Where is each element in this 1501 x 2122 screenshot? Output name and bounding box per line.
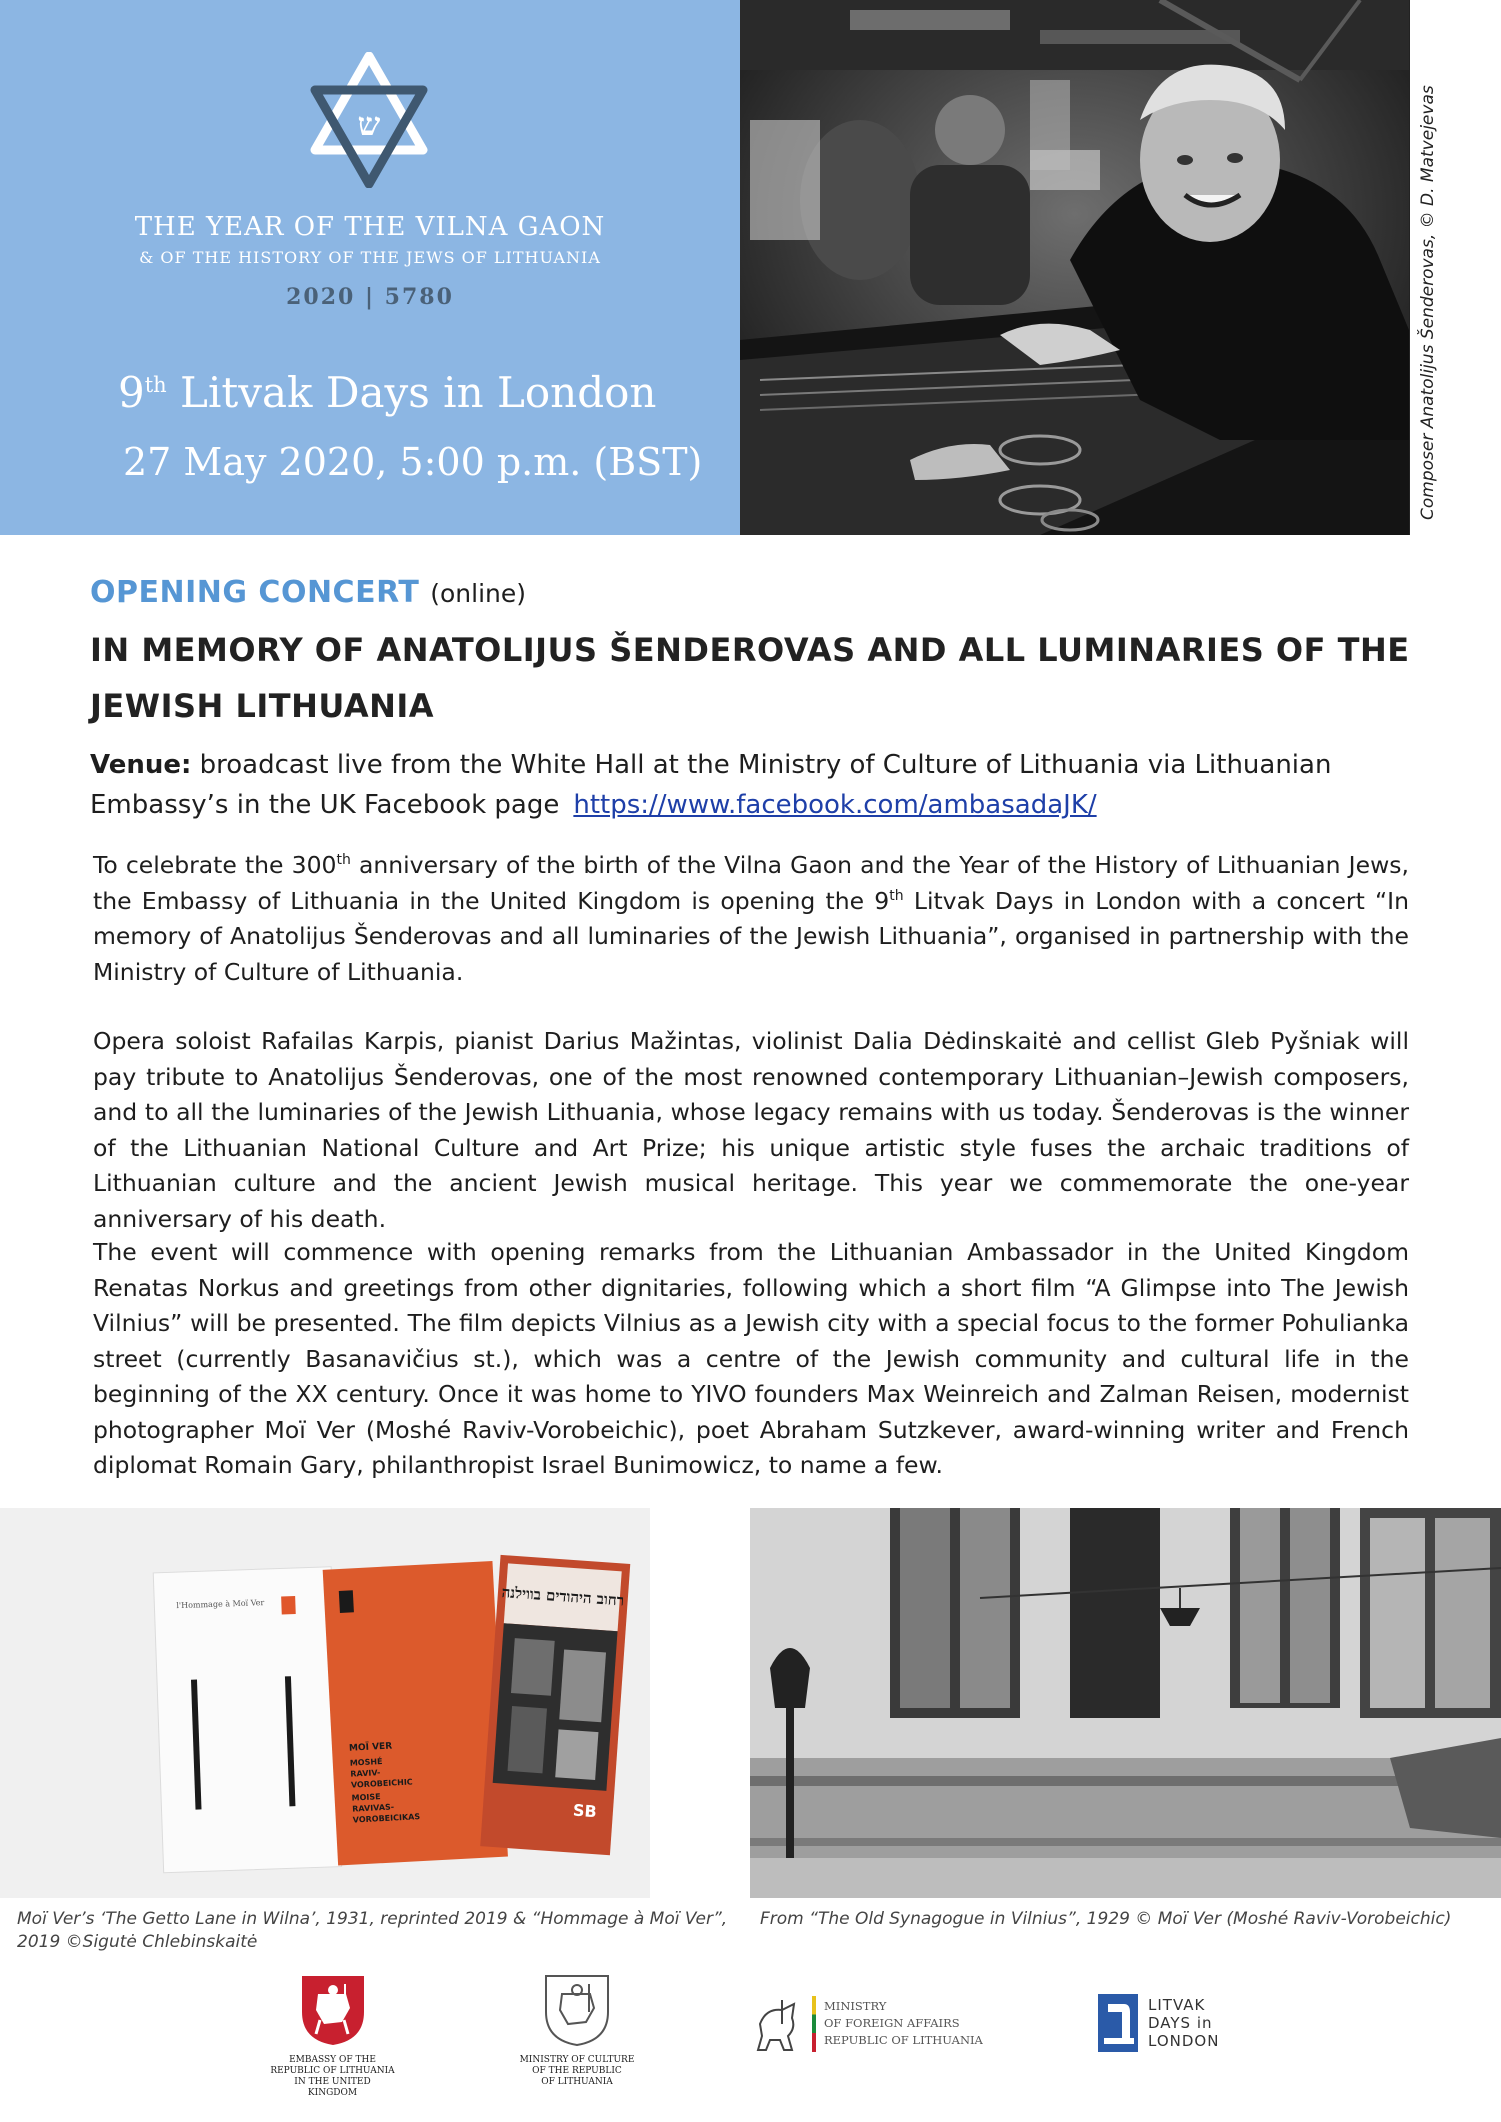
year-title-line2: & OF THE HISTORY OF THE JEWS OF LITHUANIA	[139, 248, 601, 267]
paragraph-intro	[93, 848, 1409, 990]
embassy-label-line1: EMBASSY OF THE	[289, 2055, 376, 2065]
header-title-panel	[0, 0, 740, 535]
star-of-david-icon	[307, 52, 431, 188]
concert-title: IN MEMORY OF ANATOLIJUS ŠENDEROVAS AND ALL LUMINARIES OF THE JEWISH LITHUANIA	[90, 631, 1410, 725]
foreign-affairs-logo	[752, 1994, 1002, 2058]
synagogue-photo	[750, 1508, 1501, 1898]
photo-credit: Composer Anatolijus Šenderovas, © D. Matvejevas	[1418, 85, 1438, 520]
intro-sup2: th	[889, 887, 904, 904]
culture-label-line3: OF LITHUANIA	[541, 2077, 613, 2087]
embassy-label-line2: REPUBLIC OF LITHUANIA	[270, 2066, 395, 2076]
culture-label-line1: MINISTRY OF CULTURE	[519, 2055, 635, 2065]
orange-book-line1: MOÏ VER	[348, 1741, 393, 1754]
intro-part2: anniversary of the birth of the Vilna Gaon and the Year of the History of Lithuanian Jews, the Embassy of Lithuania in the United Kingdom is opening the 9	[93, 851, 1409, 915]
paragraph-event: The event will commence with opening remarks from the Lithuanian Ambassador in the United Kingdom Renatas Norkus and greetings from other dignitaries, following which a short film “A Glimpse into The Jewish Vilnius” will be presented. The film depicts Vilnius as a Jewish city with a special focus to the former Pohulianka street (currently Basanavičius st.), which was a centre of the Jewish community and cultural life in the beginning of the XX century. Once it was home to YIVO founders Max Weinreich and Zalman Reisen, modernist photographer Moï Ver (Moshé Raviv-Vorobeichic), poet Abraham Sutzkever, award-winning writer and French diplomat Romain Gary, philanthropist Israel Bunimowicz, to name a few.	[93, 1238, 1409, 1479]
flag-stripe	[812, 1996, 816, 2052]
year-title-line1: THE YEAR OF THE VILNA GAON	[134, 212, 606, 242]
litvak-label-line1: LITVAK	[1148, 1996, 1206, 2014]
embassy-label	[270, 2055, 395, 2099]
section-heading	[90, 575, 526, 610]
foreign-affairs-label	[824, 1998, 983, 2049]
orange-book-line5: MOISE	[351, 1792, 381, 1803]
litvak-days-icon	[1098, 1994, 1138, 2052]
orange-book-line4: VOROBEICHIC	[350, 1777, 413, 1790]
facebook-link[interactable]: https://www.facebook.com/ambasadaJK/	[573, 790, 1097, 820]
mfa-label-line1: MINISTRY	[824, 1999, 887, 2013]
litvak-days-logo	[1098, 1994, 1258, 2054]
books-photo	[0, 1508, 650, 1898]
event-title	[118, 368, 656, 417]
section-heading-suffix: (online)	[430, 579, 527, 608]
section-heading-text: OPENING CONCERT	[90, 575, 420, 610]
litvak-days-label	[1148, 1996, 1219, 2050]
composer-photo	[740, 0, 1409, 535]
embassy-label-line3: IN THE UNITED KINGDOM	[294, 2077, 371, 2098]
intro-part3: Litvak Days in London with a concert “In memory of Anatolijus Šenderovas and all luminaries of the Jewish Lithuania”, organised in partnership with the Ministry of Culture of Lithuania.	[93, 886, 1409, 986]
dark-book-title: רחוב היהודים בווילנה	[501, 1583, 625, 1610]
venue-label: Venue:	[90, 750, 192, 780]
embassy-coat-of-arms-icon	[298, 1972, 368, 2047]
orange-book-line2: MOSHÉ	[349, 1756, 383, 1768]
star-letter: ש	[357, 105, 381, 143]
event-ordinal: 9	[118, 368, 145, 417]
venue-info	[90, 745, 1410, 825]
culture-ministry-coat-icon	[542, 1972, 612, 2047]
foreign-affairs-knight-icon	[752, 1994, 807, 2056]
mfa-label-line3: REPUBLIC OF LITHUANIA	[824, 2033, 983, 2047]
white-book-title: l'Hommage à Moï Ver	[176, 1598, 265, 1611]
culture-label-line2: OF THE REPUBLIC	[532, 2066, 622, 2076]
composer-photo-illustration	[740, 0, 1409, 535]
litvak-label-line2: DAYS in	[1148, 2014, 1213, 2032]
header-banner	[0, 0, 1501, 535]
year-title-line3: 2020 | 5780	[286, 284, 454, 310]
books-caption: Moï Ver’s ‘The Getto Lane in Wilna’, 1931, reprinted 2019 & “Hommage à Moï Ver”, 2019 ©Sigutė Chlebinskaitė	[17, 1909, 728, 1952]
culture-ministry-logo	[512, 1972, 642, 2088]
orange-book-line3: RAVIV-	[350, 1768, 381, 1779]
paragraph-performers: Opera soloist Rafailas Karpis, pianist Darius Mažintas, violinist Dalia Dėdinskaitė and cellist Gleb Pyšniak will pay tribute to Anatolijus Šenderovas, one of the most renowned contemporary Lithuanian–Jewish composers, and to all the luminaries of the Jewish Lithuania, whose legacy remains with us today. Šenderovas is the winner of the Lithuanian National Culture and Art Prize; his unique artistic style fuses the archaic traditions of Lithuanian culture and the ancient Jewish musical heritage. This year we commemorate the one-year anniversary of his death.	[93, 1027, 1409, 1233]
orange-book-line6: RAVIVAS-	[351, 1802, 395, 1814]
orange-book-line7: VOROBEICIKAS	[352, 1812, 421, 1825]
intro-part1: To celebrate the 300	[93, 851, 337, 879]
synagogue-caption: From “The Old Synagogue in Vilnius”, 1929 © Moï Ver (Moshé Raviv-Vorobeichic)	[760, 1909, 1452, 1929]
embassy-logo	[270, 1972, 395, 2099]
synagogue-illustration	[750, 1508, 1501, 1898]
venue-text: broadcast live from the White Hall at the Ministry of Culture of Lithuania via Lithuanian Embassy’s in the UK Facebook page	[90, 750, 1332, 820]
dark-book-badge: SB	[572, 1800, 598, 1822]
mfa-label-line2: OF FOREIGN AFFAIRS	[824, 2016, 960, 2030]
culture-ministry-label	[512, 2055, 642, 2088]
intro-sup1: th	[336, 852, 351, 869]
event-title-text: Litvak Days in London	[166, 368, 657, 417]
litvak-label-line3: LONDON	[1148, 2032, 1220, 2050]
books-illustration	[0, 1508, 650, 1898]
event-date: 27 May 2020, 5:00 p.m. (BST)	[123, 440, 703, 484]
event-ordinal-suffix: th	[144, 373, 167, 397]
